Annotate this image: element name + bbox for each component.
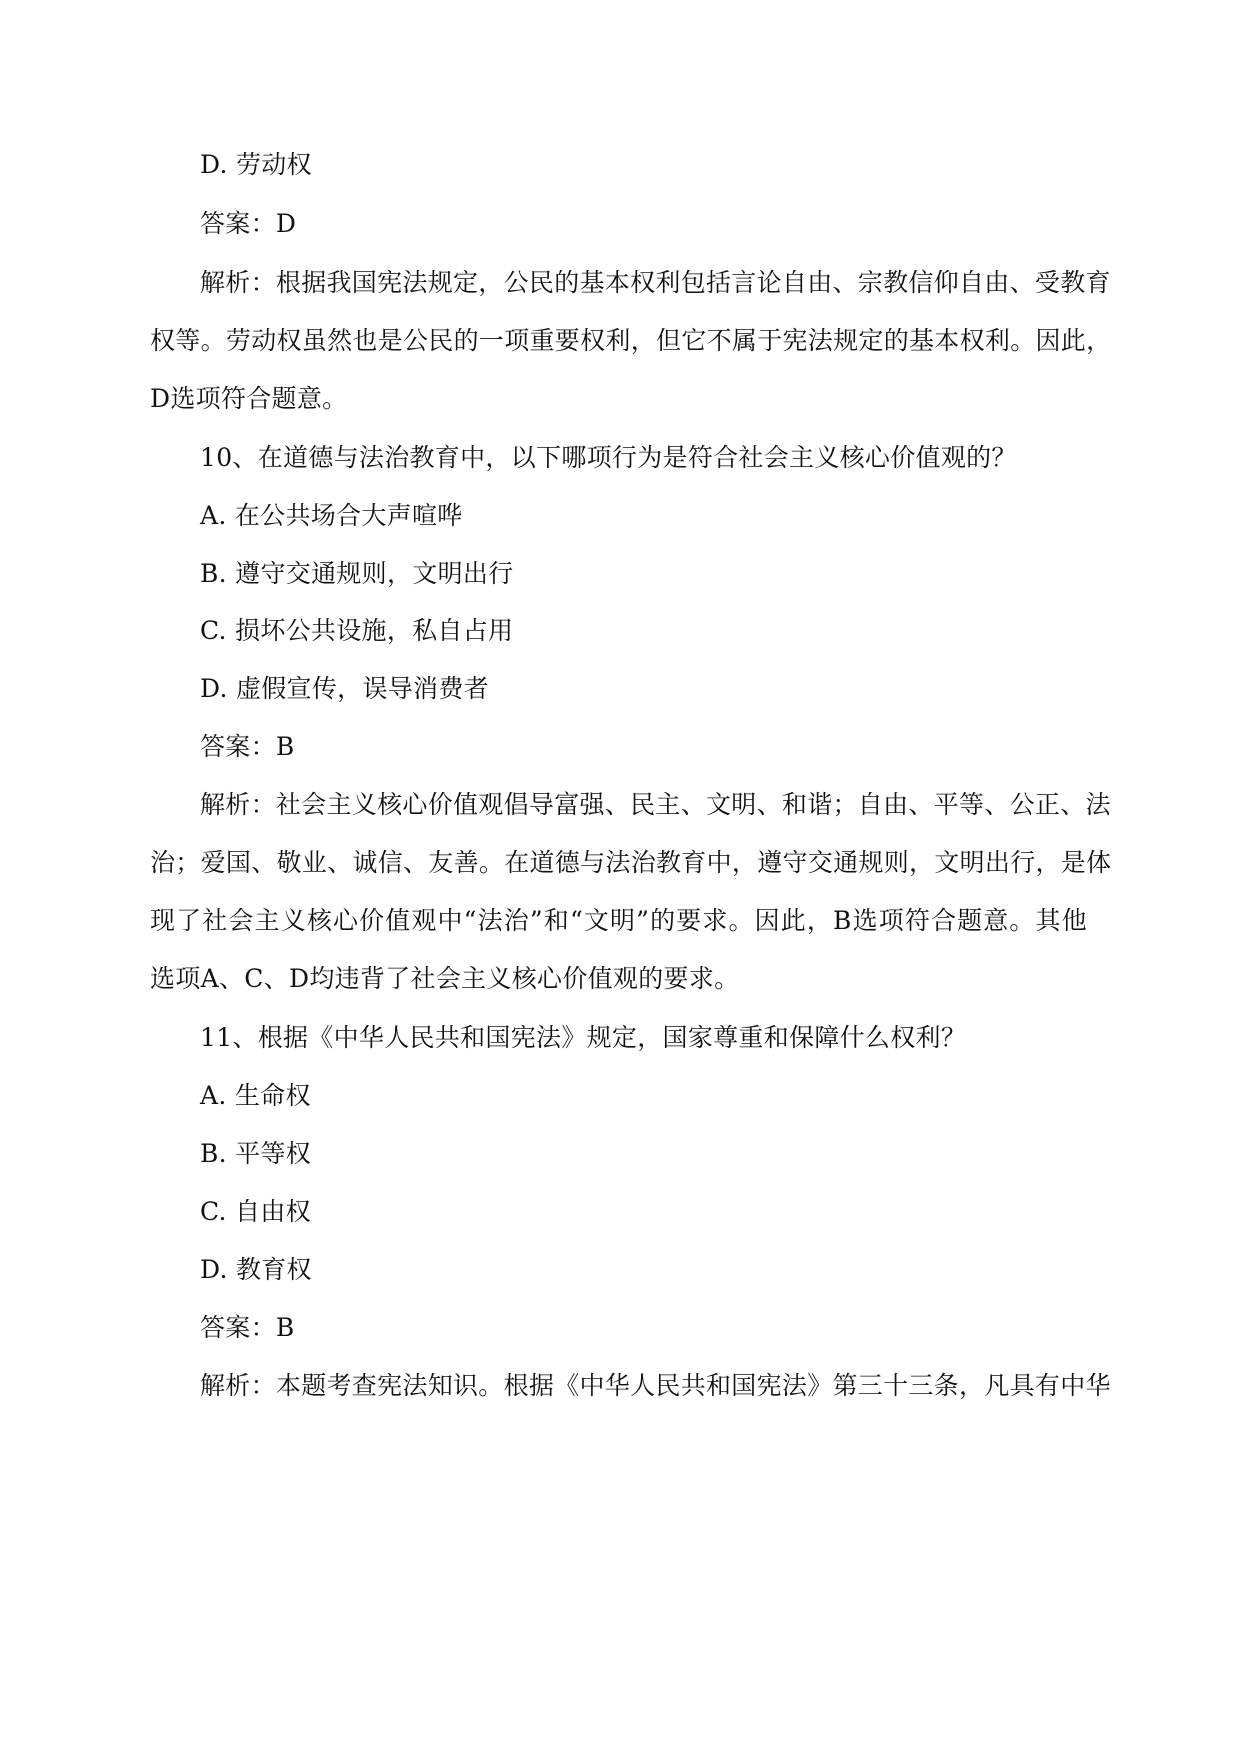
option-d-q11: D. 教育权: [200, 1255, 312, 1284]
explanation-q10-line-2: 治；爱国、敬业、诚信、友善。在道德与法治教育中，遵守交通规则，文明出行，是体: [150, 848, 1112, 877]
option-c-q11: C. 自由权: [200, 1197, 311, 1226]
option-a-q11: A. 生命权: [200, 1081, 311, 1110]
explanation-q10-line-3: 现了社会主义核心价值观中“法治”和“文明”的要求。因此，B选项符合题意。其他: [150, 906, 1087, 935]
option-b-q10: B. 遵守交通规则，文明出行: [200, 559, 514, 588]
option-b-q11: B. 平等权: [200, 1139, 312, 1168]
option-c-q10: C. 损坏公共设施，私自占用: [200, 616, 514, 645]
answer-q10: 答案：B: [200, 732, 295, 761]
explanation-q10-line-1: 解析：社会主义核心价值观倡导富强、民主、文明、和谐；自由、平等、公正、法: [200, 790, 1111, 819]
explanation-q9-line-2: 权等。劳动权虽然也是公民的一项重要权利，但它不属于宪法规定的基本权利。因此，: [150, 326, 1112, 355]
option-d-q10: D. 虚假宣传，误导消费者: [200, 674, 489, 703]
question-10: 10、在道德与法治教育中，以下哪项行为是符合社会主义核心价值观的？: [200, 443, 1017, 472]
answer-q9: 答案：D: [200, 209, 297, 238]
explanation-q10-line-4: 选项A、C、D均违背了社会主义核心价值观的要求。: [150, 964, 740, 993]
explanation-q9-line-3: D选项符合题意。: [150, 384, 348, 413]
explanation-q11-line-1: 解析：本题考查宪法知识。根据《中华人民共和国宪法》第三十三条，凡具有中华: [200, 1371, 1111, 1400]
option-d-q9: D. 劳动权: [200, 150, 312, 179]
question-11: 11、根据《中华人民共和国宪法》规定，国家尊重和保障什么权利？: [200, 1023, 967, 1052]
explanation-q9-line-1: 解析：根据我国宪法规定，公民的基本权利包括言论自由、宗教信仰自由、受教育: [200, 268, 1111, 297]
option-a-q10: A. 在公共场合大声喧哗: [200, 501, 463, 530]
answer-q11: 答案：B: [200, 1313, 295, 1342]
